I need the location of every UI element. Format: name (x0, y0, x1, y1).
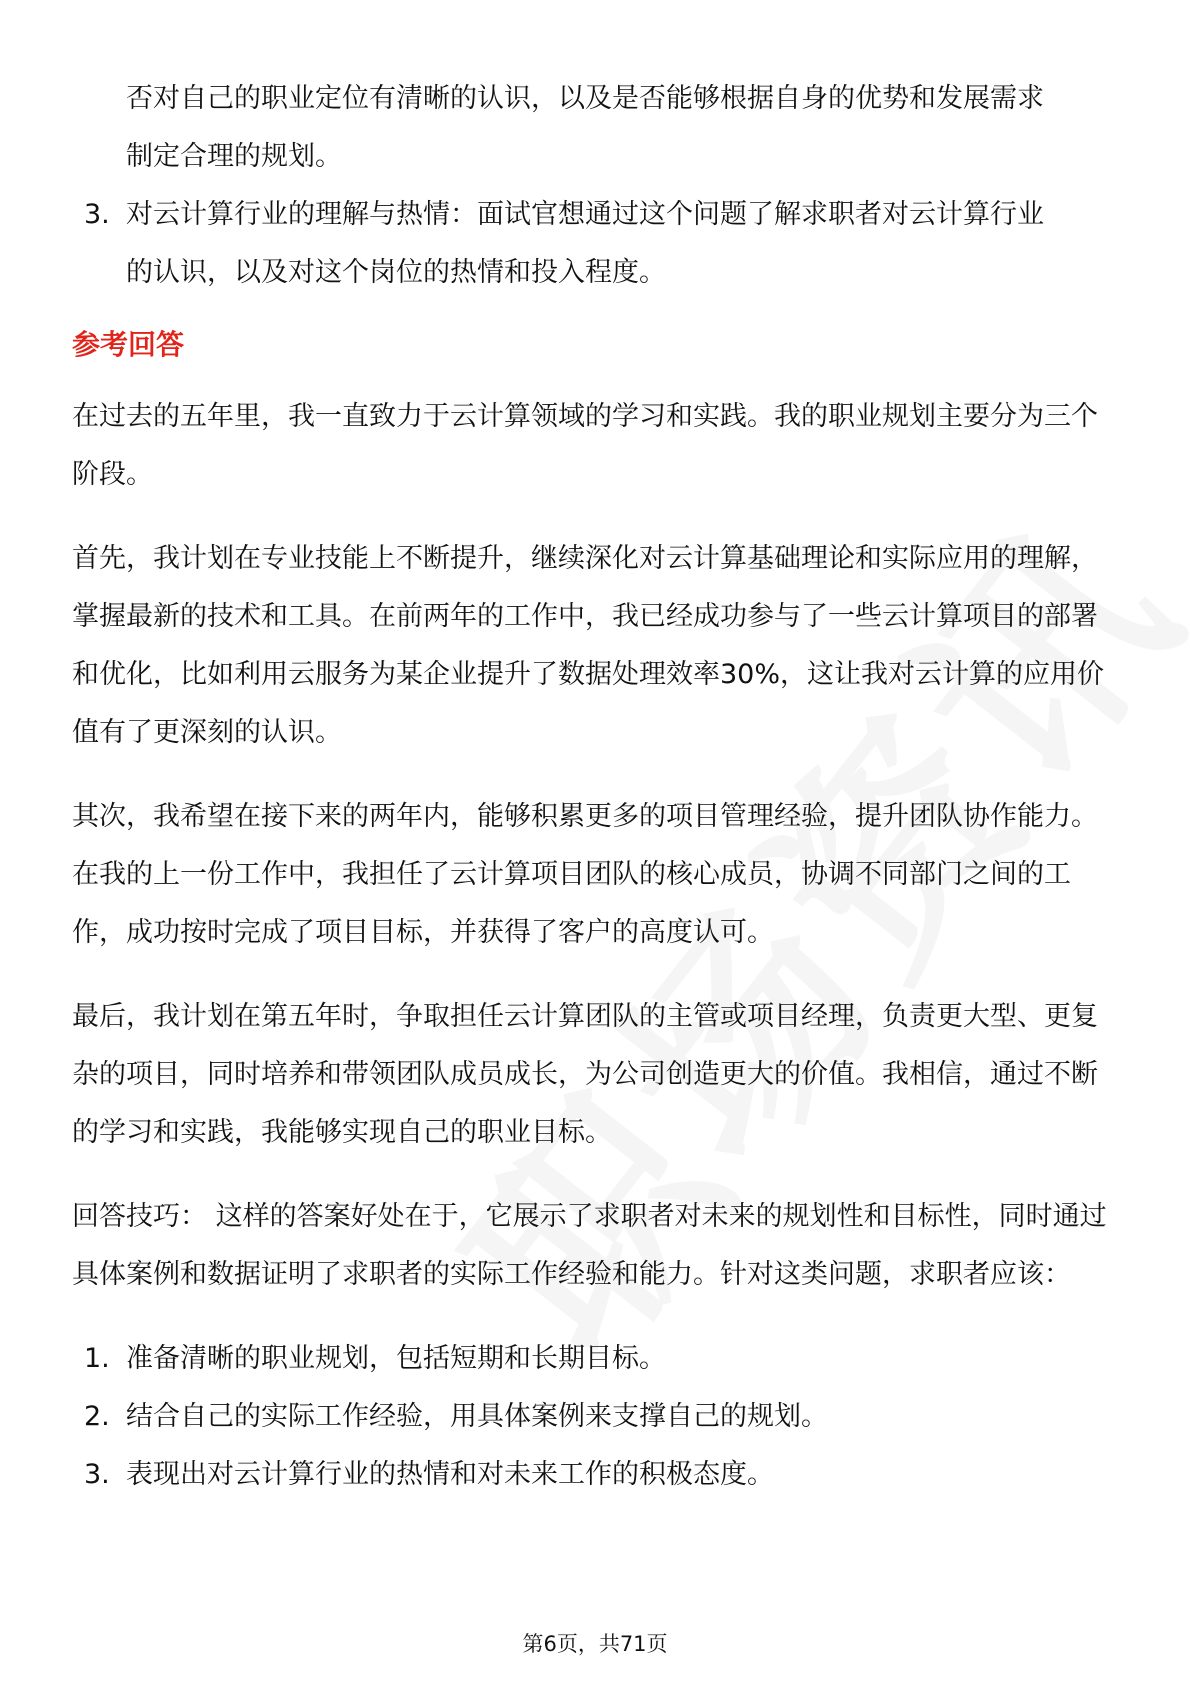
page-content (72, 70, 1120, 1504)
paragraph: 最后，我计划在第五年时，争取担任云计算团队的主管或项目经理，负责更大型、更复杂的项目，同时培养和带领团队成员成长，为公司创造更大的价值。我相信，通过不断的学习和实践，我能够实现自己的职业目标。 (72, 1001, 1098, 1148)
list-item (72, 1388, 1120, 1446)
list-item-line-2: 的认识，以及对这个岗位的热情和投入程度。 (126, 257, 666, 288)
list-item (72, 1330, 1120, 1388)
paragraph: 在过去的五年里，我一直致力于云计算领域的学习和实践。我的职业规划主要分为三个阶段。 (72, 401, 1098, 490)
paragraph: 首先，我计划在专业技能上不断提升，继续深化对云计算基础理论和实际应用的理解，掌握最新的技术和工具。在前两年的工作中，我已经成功参与了一些云计算项目的部署和优化，比如利用云服务为某企业提升了数据处理效率30%，这让我对云计算的应用价值有了更深刻的认识。 (72, 543, 1105, 748)
list-number: 3. (84, 199, 110, 230)
list-number: 1. (84, 1343, 110, 1374)
list-item (72, 1446, 1120, 1504)
page-footer: 第6页，共71页 (522, 1632, 668, 1656)
paragraph: 回答技巧： 这样的答案好处在于，它展示了求职者对未来的规划性和目标性，同时通过具体案例和数据证明了求职者的实际工作经验和能力。针对这类问题，求职者应该： (72, 1201, 1107, 1290)
section-heading: 参考回答 (72, 328, 185, 361)
paragraph: 其次，我希望在接下来的两年内，能够积累更多的项目管理经验，提升团队协作能力。在我的上一份工作中，我担任了云计算项目团队的核心成员，协调不同部门之间的工作，成功按时完成了项目目标，并获得了客户的高度认可。 (72, 801, 1098, 948)
list-item-text: 表现出对云计算行业的热情和对未来工作的积极态度。 (126, 1459, 774, 1490)
list-number: 3. (84, 1459, 110, 1490)
list-number: 2. (84, 1401, 110, 1432)
list-item (72, 186, 1120, 302)
intro-line-1: 否对自己的职业定位有清晰的认识，以及是否能够根据自身的优势和发展需求 (126, 83, 1044, 114)
list-item-text: 准备清晰的职业规划，包括短期和长期目标。 (126, 1343, 666, 1374)
tips-list (72, 1330, 1120, 1504)
list-item-line-1: 对云计算行业的理解与热情：面试官想通过这个问题了解求职者对云计算行业 (126, 199, 1044, 230)
intro-line-2: 制定合理的规划。 (126, 141, 342, 172)
list-item-text: 结合自己的实际工作经验，用具体案例来支撑自己的规划。 (126, 1401, 828, 1432)
